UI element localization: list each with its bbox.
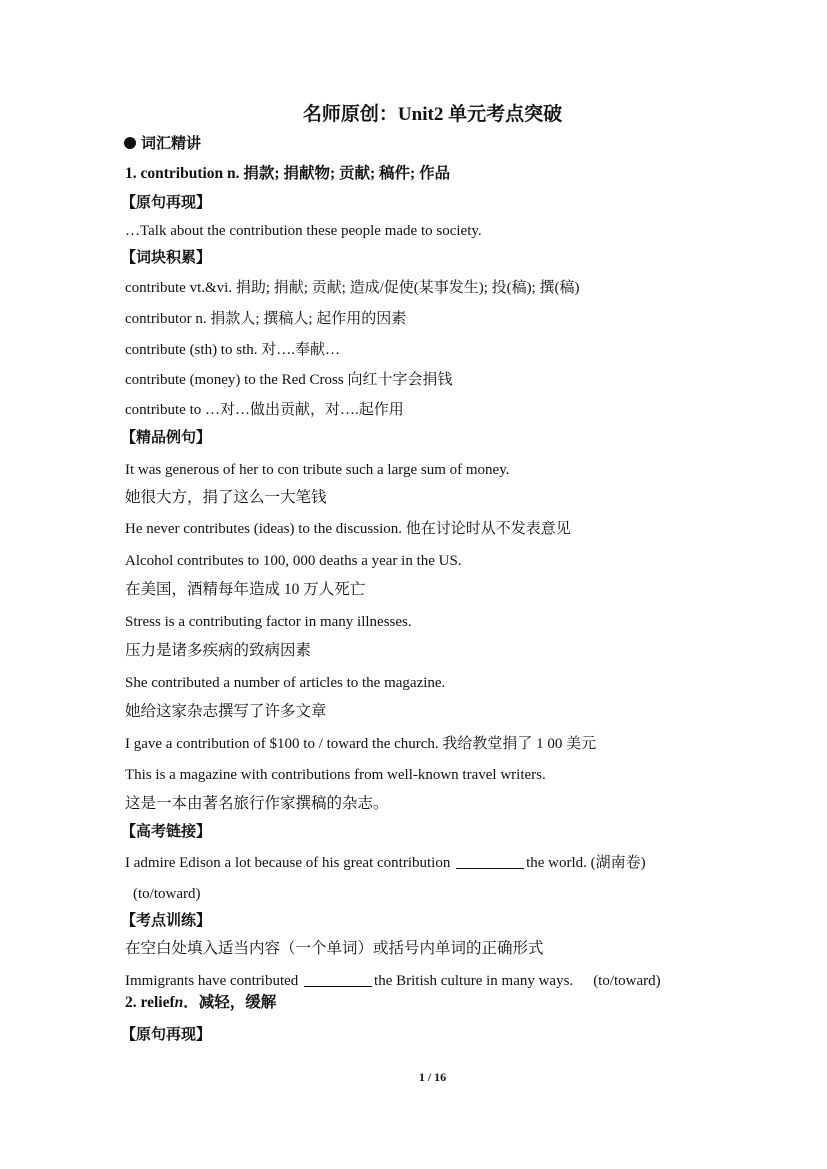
- example-line: 她给这家杂志撰写了许多文章: [125, 703, 327, 720]
- chunk-line: contribute (sth) to sth. 对….奉献…: [125, 342, 340, 358]
- entry-heading: 1. contribution n. 捐款; 捐献物; 贡献; 稿件; 作品: [125, 165, 451, 182]
- entry-pos: n: [174, 994, 184, 1011]
- label-original-sentence: 【原句再现】: [121, 195, 212, 211]
- gaokao-question-text: I admire Edison a lot because of his great contribution: [125, 855, 455, 871]
- practice-answer: (to/toward): [593, 973, 661, 989]
- example-line: He never contributes (ideas) to the discussion. 他在讨论时从不发表意见: [125, 521, 571, 537]
- gaokao-question-tail: the world. (湖南卷): [526, 855, 646, 871]
- chunk-line: contribute to …对…做出贡献，对….起作用: [125, 402, 404, 418]
- original-sentence: …Talk about the contribution these people made to society.: [125, 223, 482, 239]
- label-practice: 【考点训练】: [121, 913, 212, 929]
- section-heading: [124, 134, 201, 154]
- page-number: 1 / 16: [418, 1070, 447, 1084]
- example-line: It was generous of her to con tribute such a large sum of money.: [125, 462, 510, 478]
- section-heading-label: 词汇精讲: [141, 136, 202, 152]
- example-line: 这是一本由著名旅行作家撰稿的杂志。: [125, 795, 389, 812]
- example-line: 她很大方，捐了这么一大笔钱: [125, 489, 327, 506]
- entry-meaning: ．减轻，缓解: [183, 994, 277, 1011]
- answer-blank: [456, 854, 524, 869]
- answer-blank: [304, 972, 372, 987]
- practice-instruction: 在空白处填入适当内容（一个单词）或括号内单词的正确形式: [125, 940, 544, 957]
- label-word-chunks: 【词块积累】: [121, 250, 212, 266]
- chunk-line: contribute vt.&vi. 捐助; 捐献; 贡献; 造成/促使(某事发生); 投(稿); 撰(稿): [125, 280, 580, 296]
- example-line: I gave a contribution of $100 to / toward the church. 我给教堂捐了 1 00 美元: [125, 736, 597, 752]
- bullet-icon: [124, 137, 136, 149]
- entry-word: 2. relief: [125, 994, 175, 1011]
- example-line: 在美国，酒精每年造成 10 万人死亡: [125, 581, 366, 598]
- page-title: 名师原创：Unit2 单元考点突破: [302, 104, 563, 125]
- label-original-sentence: 【原句再现】: [121, 1027, 212, 1043]
- chunk-line: contributor n. 捐款人; 撰稿人; 起作用的因素: [125, 311, 407, 327]
- practice-question-tail: the British culture in many ways.: [374, 973, 574, 989]
- practice-question: [125, 971, 661, 991]
- chunk-line: contribute (money) to the Red Cross 向红十字会捐钱: [125, 372, 453, 388]
- gaokao-question: [125, 853, 646, 873]
- gaokao-answer: (to/toward): [133, 886, 201, 902]
- example-line: Stress is a contributing factor in many illnesses.: [125, 614, 412, 630]
- example-line: This is a magazine with contributions from well-known travel writers.: [125, 767, 546, 783]
- example-line: Alcohol contributes to 100, 000 deaths a year in the US.: [125, 553, 462, 569]
- example-line: She contributed a number of articles to the magazine.: [125, 675, 446, 691]
- example-line: 压力是诸多疾病的致病因素: [125, 642, 312, 659]
- entry-heading: [125, 993, 276, 1013]
- label-gaokao-link: 【高考链接】: [121, 824, 212, 840]
- practice-question-text: Immigrants have contributed: [125, 973, 303, 989]
- label-example-sentences: 【精品例句】: [121, 430, 212, 446]
